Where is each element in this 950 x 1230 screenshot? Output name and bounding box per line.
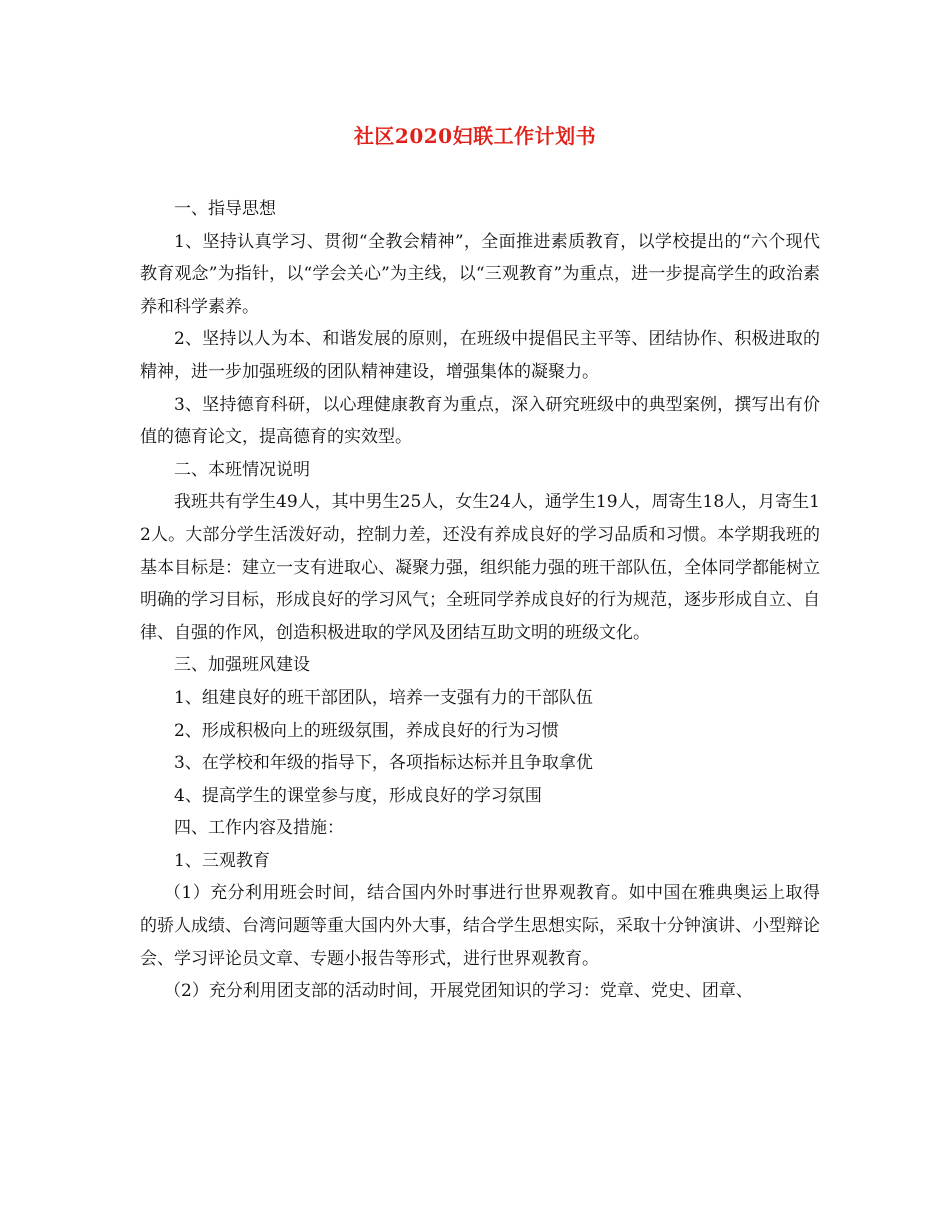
paragraph: 2、坚持以人为本、和谐发展的原则，在班级中提倡民主平等、团结协作、积极进取的精神，进一步加强班级的团队精神建设，增强集体的凝聚力。 [140, 329, 820, 382]
paragraph: 3、在学校和年级的指导下，各项指标达标并且争取拿优 [174, 753, 593, 774]
paragraph: （2）充分利用团支部的活动时间，开展党团知识的学习：党章、党史、团章、 [164, 981, 753, 1002]
paragraph: 3、坚持德育科研，以心理健康教育为重点，深入研究班级中的典型案例，撰写出有价值的德育论文，提高德育的实效型。 [140, 394, 820, 448]
paragraph: 1、三观教育 [174, 850, 270, 871]
paragraph: 四、工作内容及措施： [174, 818, 344, 839]
document-body [140, 193, 820, 1008]
paragraph: 1、坚持认真学习、贯彻“全教会精神”，全面推进素质教育，以学校提出的“六个现代教育观念”为指针，以“学会关心”为主线，以“三观教育”为重点，进一步提高学生的政治素养和科学素养。 [140, 231, 820, 317]
paragraph: 1、组建良好的班干部团队，培养一支强有力的干部队伍 [174, 687, 593, 708]
paragraph: 三、加强班风建设 [174, 655, 310, 676]
paragraph: 2、形成积极向上的班级氛围，养成良好的行为习惯 [174, 720, 559, 741]
paragraph: （1）充分利用班会时间，结合国内外时事进行世界观教育。如中国在雅典奥运上取得的骄人成绩、台湾问题等重大国内外大事，结合学生思想实际，采取十分钟演讲、小型辩论会、学习评论员文章、专题小报告等形式，进行世界观教育。 [140, 883, 820, 969]
paragraph: 一、指导思想 [174, 199, 276, 219]
document-title: 社区2020妇联工作计划书 [353, 124, 597, 148]
paragraph: 二、本班情况说明 [174, 459, 310, 480]
paragraph: 我班共有学生49人，其中男生25人，女生24人，通学生19人，周寄生18人，月寄生12人。大部分学生活泼好动，控制力差，还没有养成良好的学习品质和习惯。本学期我班的基本目标是：建立一支有进取心、凝聚力强，组织能力强的班干部队伍，全体同学都能树立明确的学习目标，形成良好的学习风气；全班同学养成良好的行为规范，逐步形成自立、自律、自强的作风，创造积极进取的学风及团结互助文明的班级文化。 [140, 492, 820, 643]
paragraph: 4、提高学生的课堂参与度，形成良好的学习氛围 [174, 785, 542, 806]
